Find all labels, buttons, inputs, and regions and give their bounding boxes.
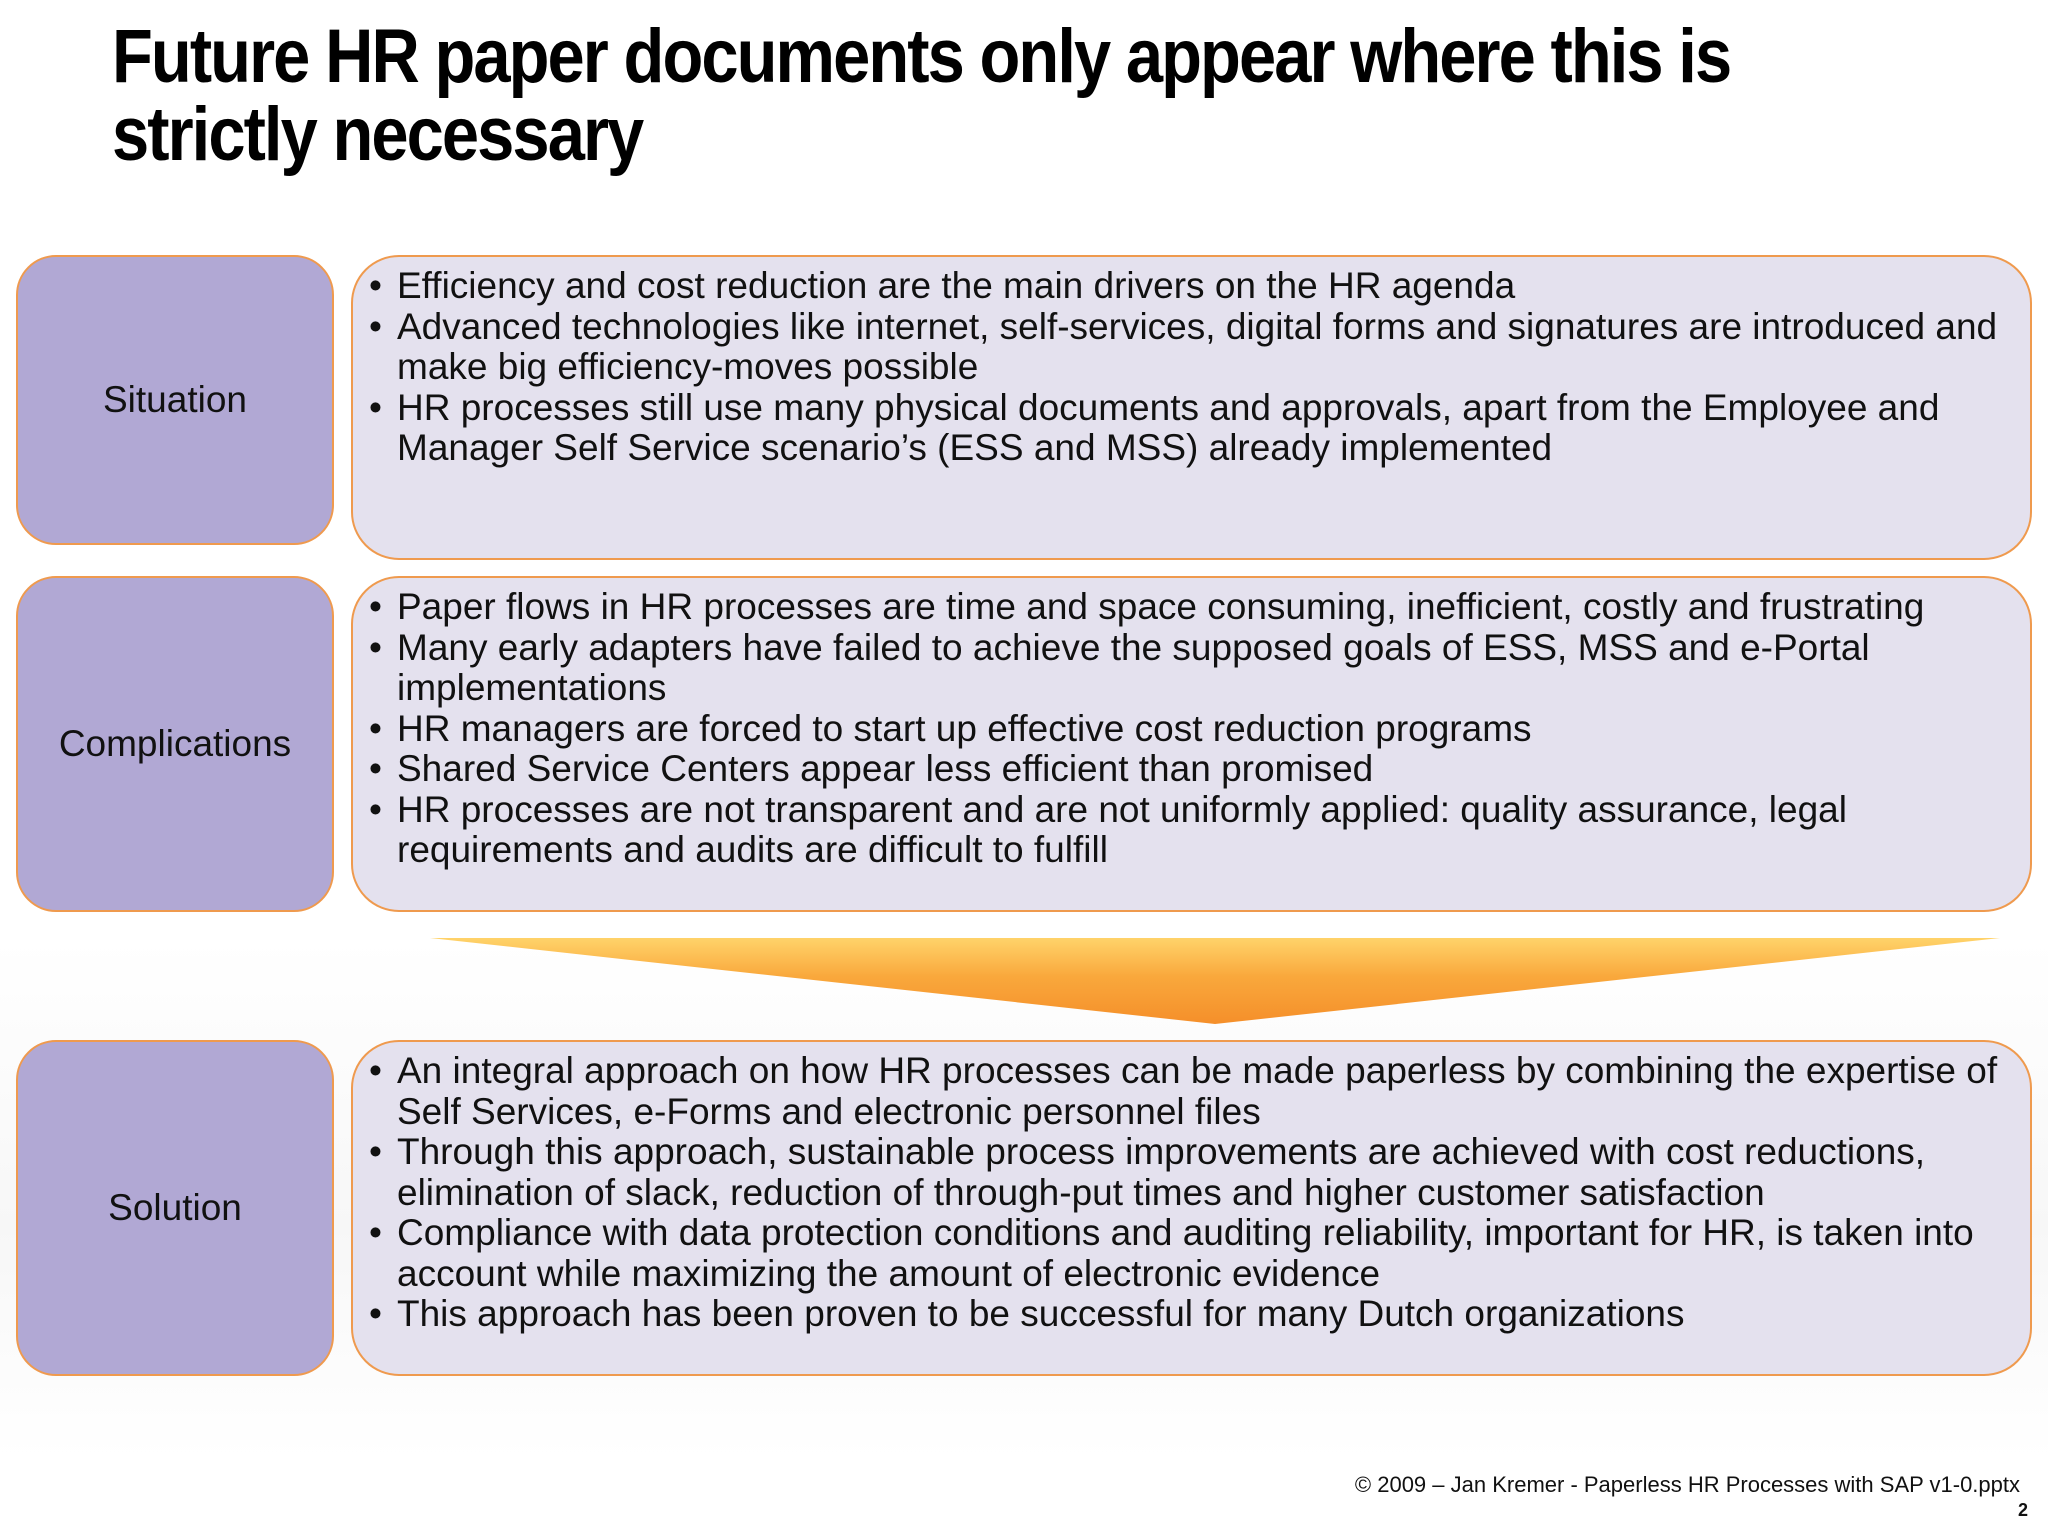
solution-bullet: • Compliance with data protection conditions and auditing reliability, important for HR, is taken into account while maximizing the amount of electronic evidence [367, 1213, 2012, 1294]
situation-content-box [351, 255, 2032, 560]
situation-bullet: • HR processes still use many physical documents and approvals, apart from the Employee and Manager Self Service scenario’s (ESS and MSS) already implemented [367, 388, 2012, 469]
complications-bullet: • HR managers are forced to start up effective cost reduction programs [367, 709, 2012, 750]
solution-bullet: • Through this approach, sustainable process improvements are achieved with cost reductions, elimination of slack, reduction of through-put times and higher customer satisfaction [367, 1132, 2012, 1213]
solution-bullet: • This approach has been proven to be successful for many Dutch organizations [367, 1294, 2012, 1335]
complications-bullet: • Shared Service Centers appear less efficient than promised [367, 749, 2012, 790]
complications-bullet: • Paper flows in HR processes are time and space consuming, inefficient, costly and frustrating [367, 587, 2012, 628]
solution-bullet-list [367, 1051, 2012, 1335]
slide-title: Future HR paper documents only appear where this is strictly necessary [112, 14, 1731, 177]
complications-label: Complications [58, 723, 292, 764]
solution-bullet: • An integral approach on how HR processes can be made paperless by combining the expertise of Self Services, e-Forms and electronic personnel files [367, 1051, 2012, 1132]
solution-label-box [16, 1040, 334, 1376]
footer-copyright: © 2009 – Jan Kremer - Paperless HR Processes with SAP v1-0.pptx [1354, 1472, 2020, 1497]
complications-label-box [16, 576, 334, 912]
situation-label: Situation [103, 379, 247, 420]
complications-bullet-list [367, 587, 2012, 871]
complications-bullet: • Many early adapters have failed to achieve the supposed goals of ESS, MSS and e-Portal implementations [367, 628, 2012, 709]
situation-bullet-list [367, 266, 2012, 469]
page-number: 2 [2017, 1500, 2028, 1520]
solution-content-box [351, 1040, 2032, 1376]
down-arrow-icon [430, 938, 2000, 1028]
situation-bullet: • Efficiency and cost reduction are the main drivers on the HR agenda [367, 266, 2012, 307]
complications-bullet: • HR processes are not transparent and are not uniformly applied: quality assurance, legal requirements and audits are difficult to fulfill [367, 790, 2012, 871]
situation-bullet: • Advanced technologies like internet, self-services, digital forms and signatures are introduced and make big efficiency-moves possible [367, 307, 2012, 388]
solution-label: Solution [108, 1187, 242, 1228]
situation-label-box [16, 255, 334, 545]
complications-content-box [351, 576, 2032, 912]
